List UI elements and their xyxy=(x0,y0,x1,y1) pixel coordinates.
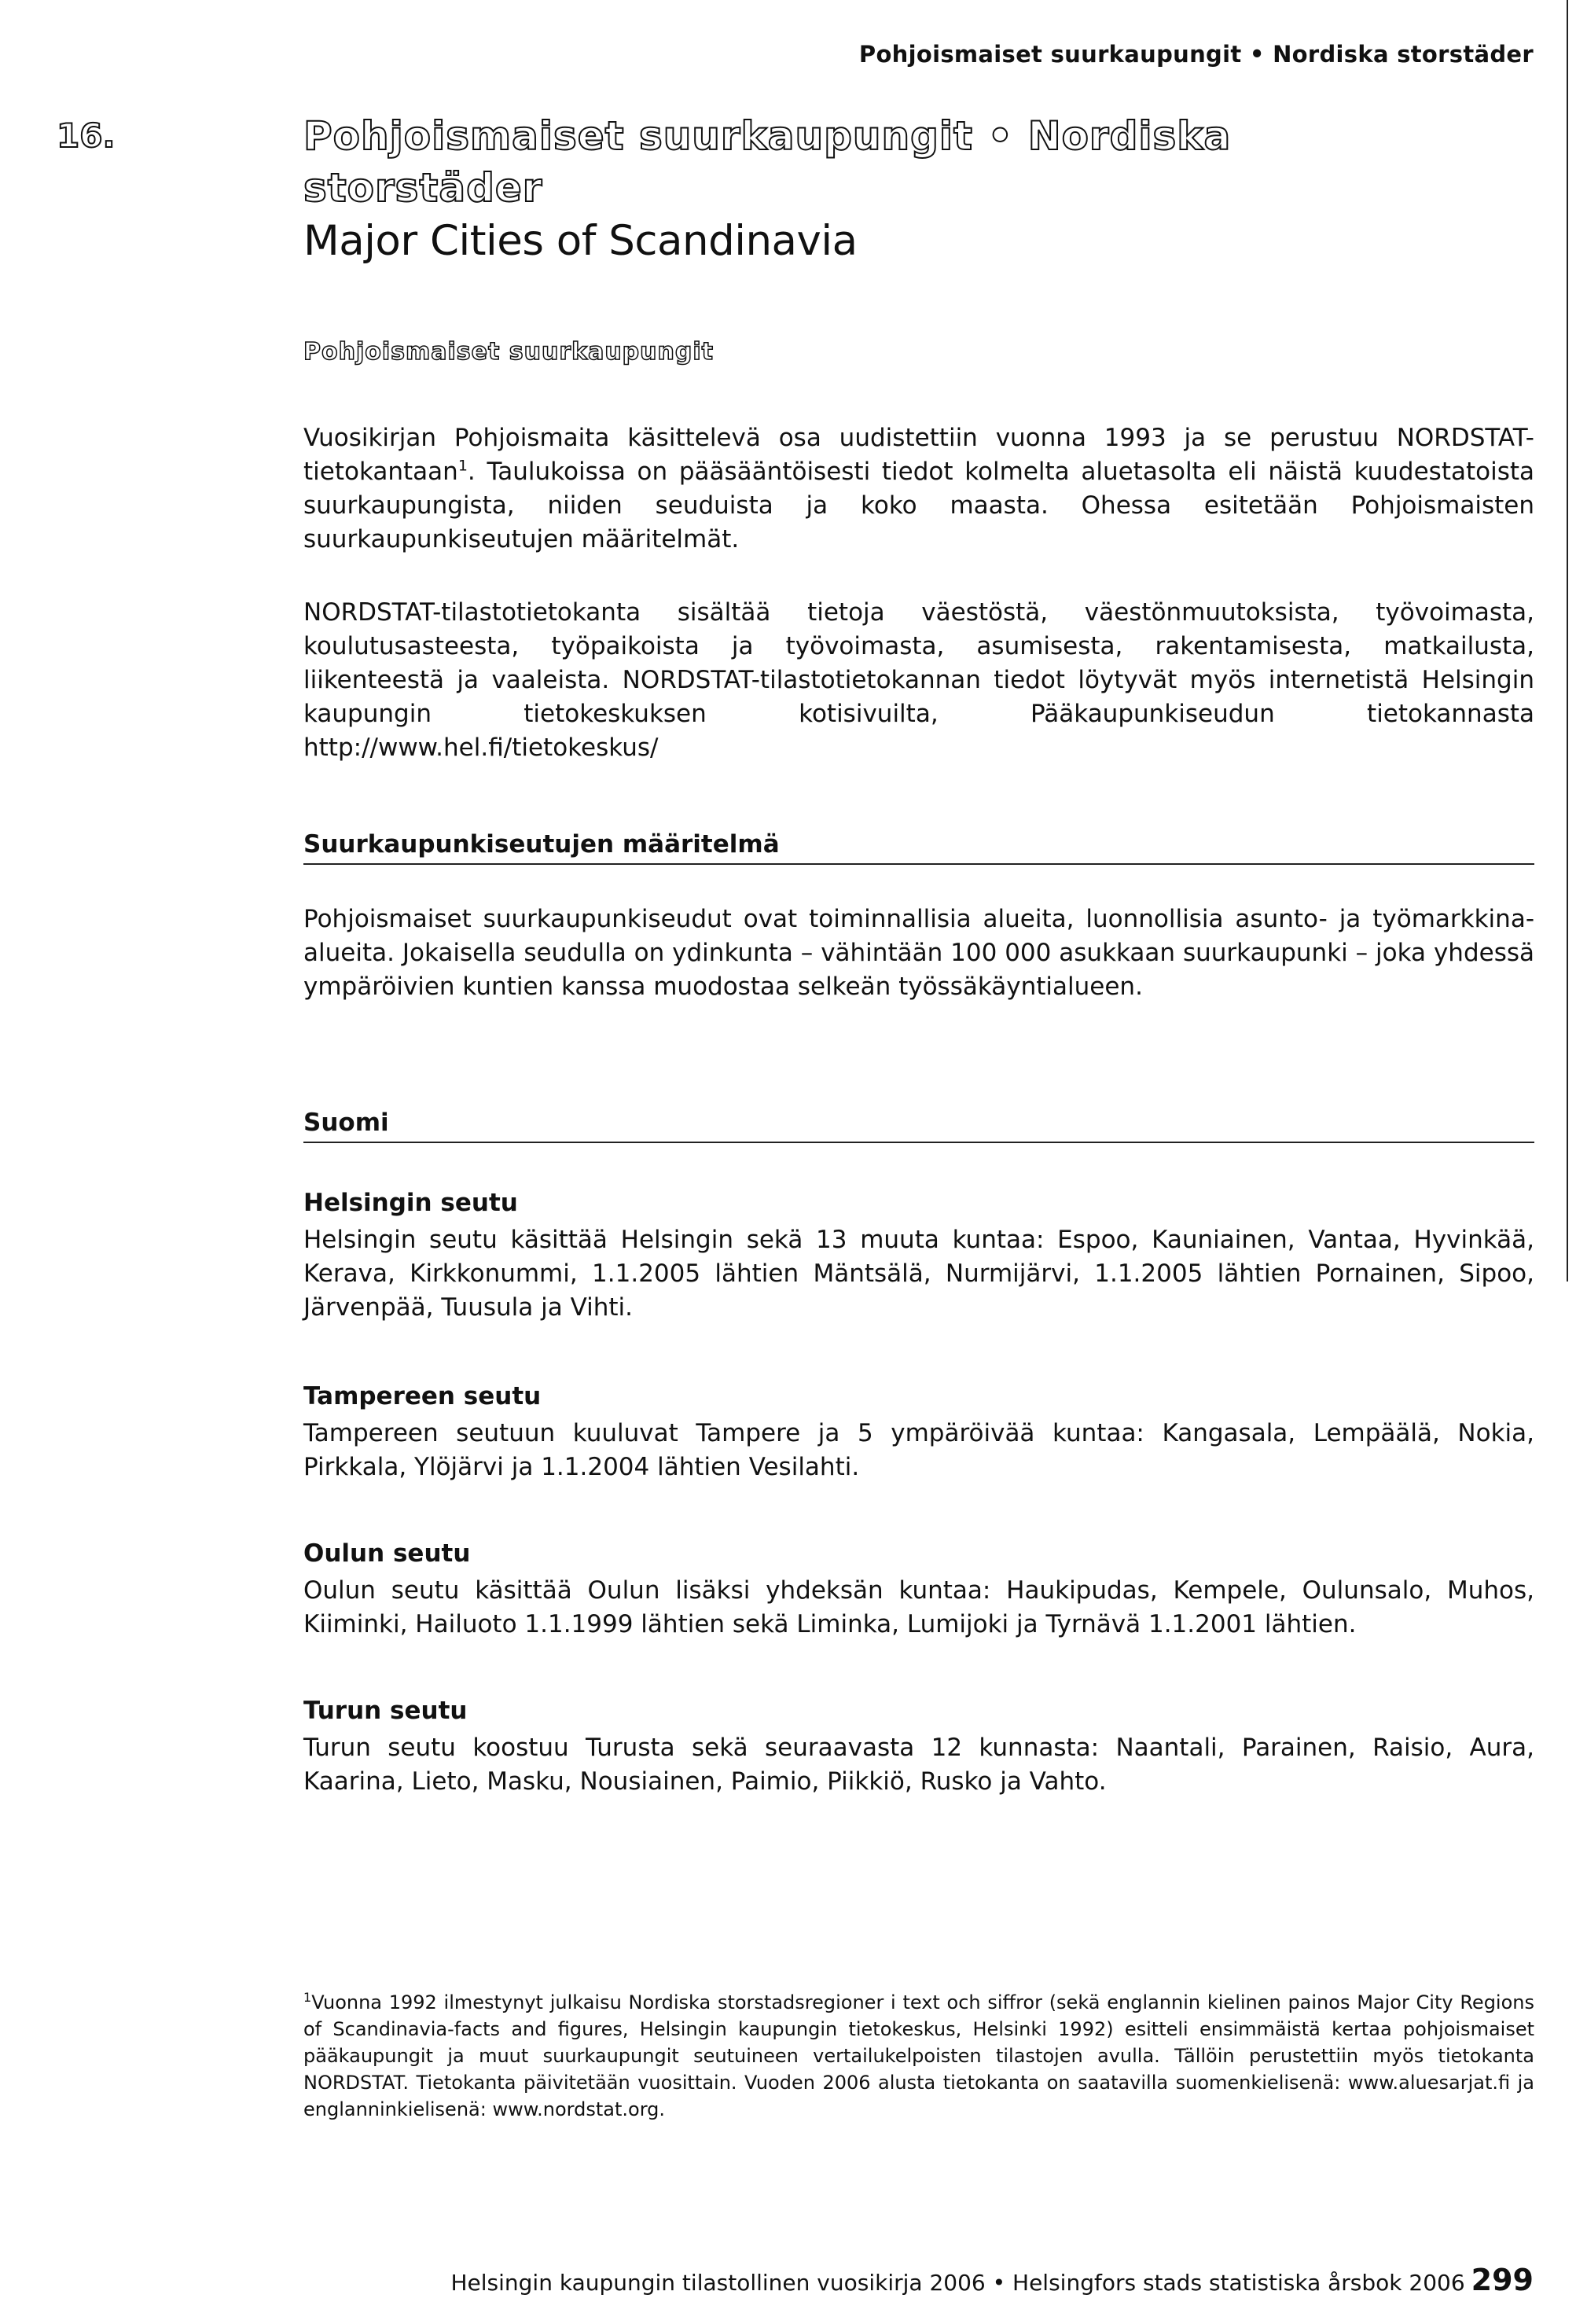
intro-paragraph-2: NORDSTAT-tilastotietokanta sisältää tietoja väestöstä, väestönmuutoksista, työvoimasta, koulutusasteesta, työpaikoista ja työvoimasta, asumisesta, rakentamisesta, matkailusta, liikenteestä ja vaaleista. NORDSTAT-tilastotietokannan tiedot löytyvät myös internetistä Helsingin kaupungin tietokeskuksen kotisivuilta, Pääkaupunkiseudun tietokannasta http://www.hel.fi/tietokeskus/ xyxy=(303,598,1534,762)
page-footer xyxy=(450,2263,1534,2297)
intro-text-b: . Taulukoissa on pääsääntöisesti tiedot kolmelta aluetasolta eli näistä kuudestatoista suurkaupungista, niiden seuduista ja koko maasta. Ohessa esitetään Pohjoismaisten suurkaupunkiseutujen määritelmät. xyxy=(303,458,1534,553)
section-heading: Pohjoismaiset suurkaupungit xyxy=(303,338,714,366)
footer-text: Helsingin kaupungin tilastollinen vuosikirja 2006 • Helsingfors stads statistiska årsbok 2006 xyxy=(450,2270,1465,2296)
definitions-paragraph: Pohjoismaiset suurkaupunkiseudut ovat toiminnallisia alueita, luonnollisia asunto- ja työmarkkina-alueita. Jokaisella seudulla on ydinkunta – vähintään 100 000 asukkaan suurkaupunki – joka yhdessä ympäröivien kuntien kanssa muodostaa selkeän työssäkäyntialueen. xyxy=(303,905,1534,1001)
intro-text-a: Vuosikirjan Pohjoismaita käsittelevä osa uudistettiin vuonna 1993 ja se perustuu NORDSTAT-tietokantaan xyxy=(303,424,1534,486)
chapter-title: Pohjoismaiset suurkaupungit • Nordiska storstäder xyxy=(303,113,1232,211)
region-title-helsinki: Helsingin seutu xyxy=(303,1189,518,1217)
footnote-text: Vuonna 1992 ilmestynyt julkaisu Nordiska storstadsregioner i text och siffror (sekä englannin kielinen painos Major City Regions of Scandinavia-facts and figures, Helsingin kaupungin tietokeskus, Helsinki 1992) esitteli ensimmäistä kertaa pohjoismaiset pääkaupungit ja muut suurkaupungit seutuineen vertailukelpoisten tilastojen avulla. Tällöin perustettiin myös tietokanta NORDSTAT. Tietokanta päivitetään vuosittain. Vuoden 2006 alusta tietokanta on saatavilla suomenkielisenä: www.aluesarjat.fi ja englanninkielisenä: www.nordstat.org. xyxy=(303,1991,1534,2120)
region-title-oulu: Oulun seutu xyxy=(303,1539,471,1568)
footnote-ref: 1 xyxy=(457,457,468,475)
definitions-heading: Suurkaupunkiseutujen määritelmä xyxy=(303,830,780,859)
footnote-marker: 1 xyxy=(303,1990,312,2005)
running-head: Pohjoismaiset suurkaupungit • Nordiska storstäder xyxy=(858,41,1534,68)
region-text-helsinki: Helsingin seutu käsittää Helsingin sekä 13 muuta kuntaa: Espoo, Kauniainen, Vantaa, Hyvinkää, Kerava, Kirkkonummi, 1.1.2005 lähtien Mäntsälä, Nurmijärvi, 1.1.2005 lähtien Pornainen, Sipoo, Järvenpää, Tuusula ja Vihti. xyxy=(303,1226,1534,1322)
definitions-rule xyxy=(303,863,1534,865)
intro-paragraph-1 xyxy=(303,421,1534,557)
page-number: 299 xyxy=(1471,2263,1534,2297)
region-title-turku: Turun seutu xyxy=(303,1697,468,1725)
suomi-heading: Suomi xyxy=(303,1109,389,1137)
margin-rule xyxy=(1567,0,1568,1282)
region-text-turku: Turun seutu koostuu Turusta sekä seuraavasta 12 kunnasta: Naantali, Parainen, Raisio, Aura, Kaarina, Lieto, Masku, Nousiainen, Paimio, Piikkiö, Rusko ja Vahto. xyxy=(303,1734,1534,1796)
chapter-number: 16. xyxy=(57,116,116,155)
region-text-tampere: Tampereen seutuun kuuluvat Tampere ja 5 ympäröivää kuntaa: Kangasala, Lempäälä, Nokia, Pirkkala, Ylöjärvi ja 1.1.2004 lähtien Vesilahti. xyxy=(303,1419,1534,1481)
footnote xyxy=(303,1989,1534,2123)
suomi-rule xyxy=(303,1142,1534,1143)
chapter-subtitle: Major Cities of Scandinavia xyxy=(303,217,858,265)
region-title-tampere: Tampereen seutu xyxy=(303,1382,542,1410)
region-text-oulu: Oulun seutu käsittää Oulun lisäksi yhdeksän kuntaa: Haukipudas, Kempele, Oulunsalo, Muhos, Kiiminki, Hailuoto 1.1.1999 lähtien sekä Liminka, Lumijoki ja Tyrnävä 1.1.2001 lähtien. xyxy=(303,1576,1534,1638)
